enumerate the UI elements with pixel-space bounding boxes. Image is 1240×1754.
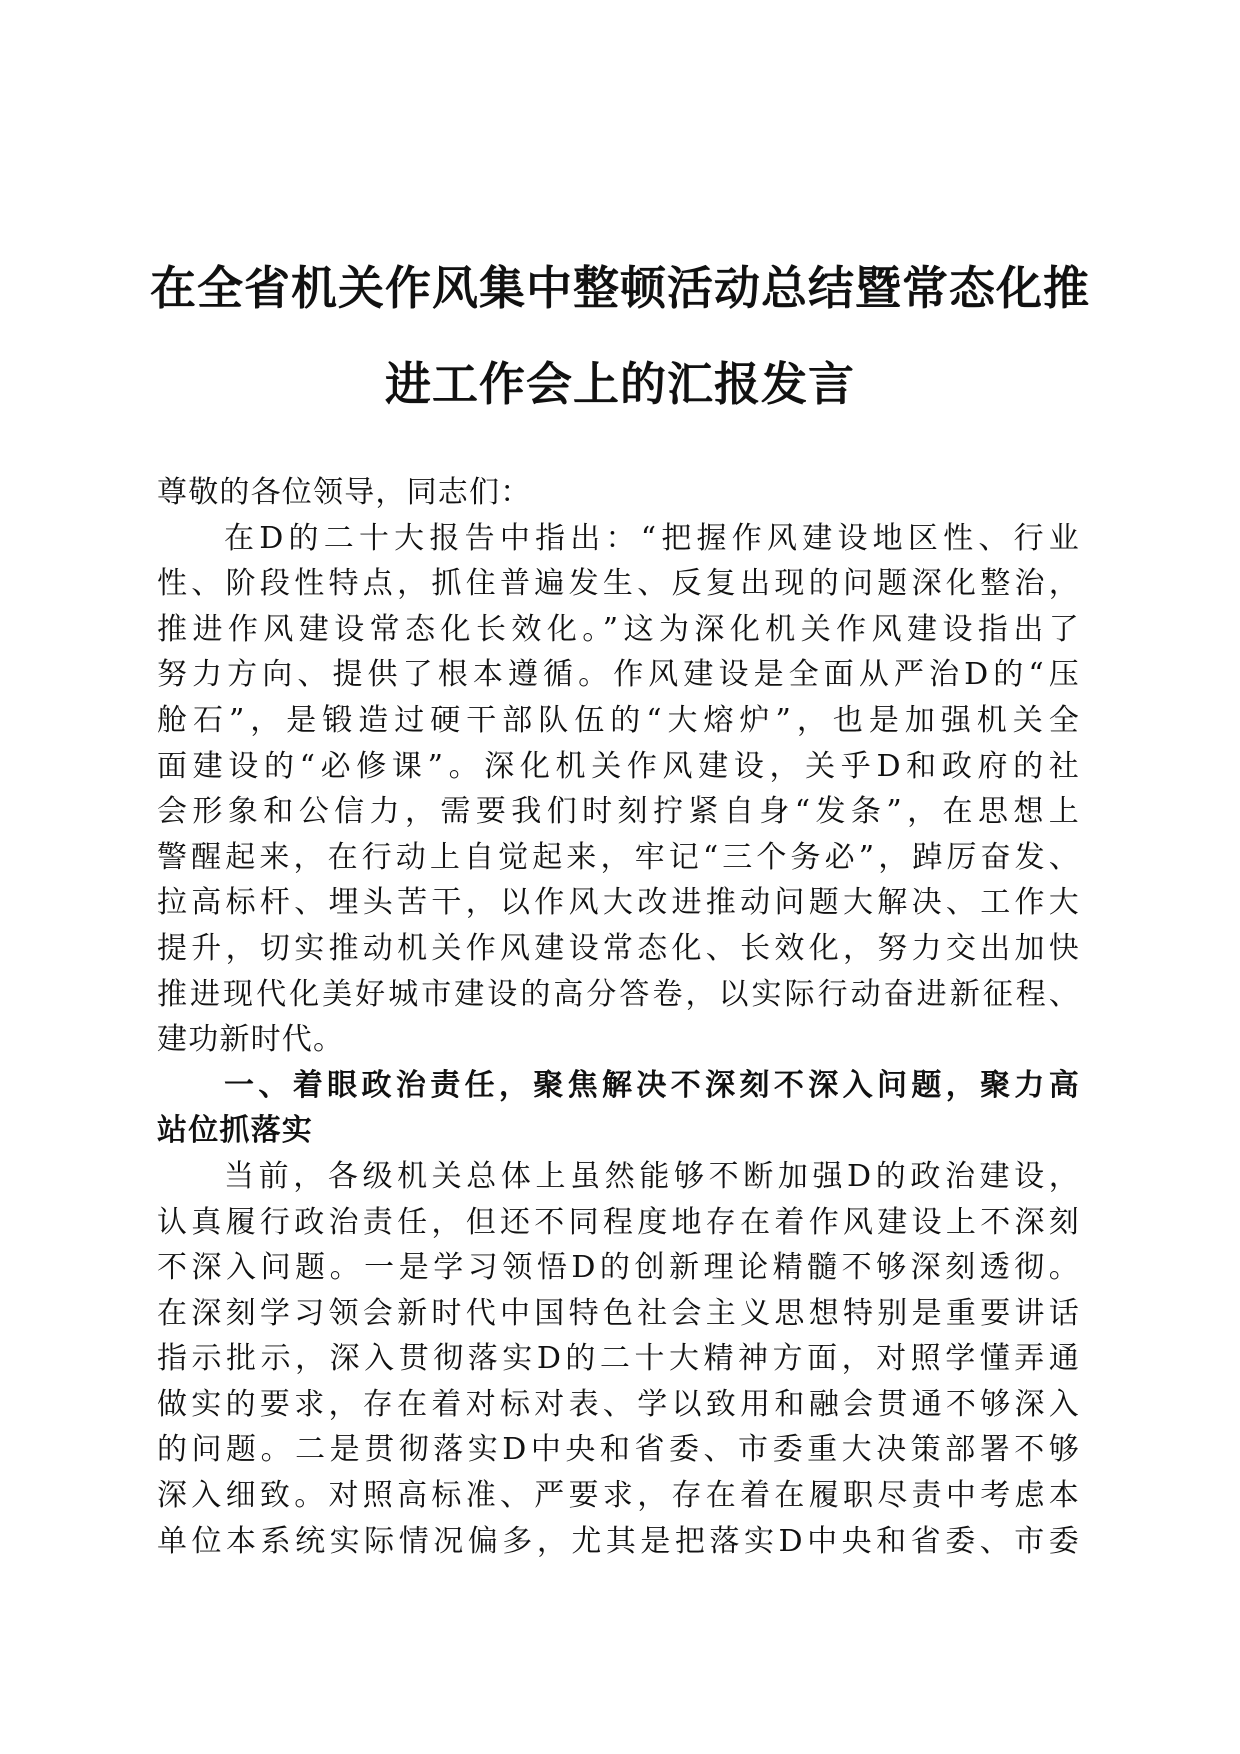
document-title (150, 240, 1090, 432)
salutation: 尊敬的各位领导，同志们： (157, 475, 532, 510)
paragraph-2-line: 深入细致。对照高标准、严要求，存在着在履职尽责中考虑本 (157, 1478, 1080, 1514)
title-line-2: 进工作会上的汇报发言 (385, 357, 855, 411)
section-heading-1: 一、着眼政治责任，聚焦解决不深刻不深入问题，聚力高 (224, 1067, 1080, 1103)
paragraph-1-line: 推进作风建设常态化长效化。”这为深化机关作风建设指出了 (157, 611, 1080, 647)
paragraph-2-line: 不深入问题。一是学习领悟D的创新理论精髓不够深刻透彻。 (157, 1250, 1080, 1286)
paragraph-1-line: 推进现代化美好城市建设的高分答卷，以实际行动奋进新征程、 (157, 976, 1080, 1012)
paragraph-1-line: 努力方向、提供了根本遵循。作风建设是全面从严治D的“压 (157, 657, 1080, 693)
paragraph-1-line: 舱石”，是锻造过硬干部队伍的“大熔炉”，也是加强机关全 (157, 702, 1080, 738)
paragraph-2-line: 做实的要求，存在着对标对表、学以致用和融会贯通不够深入 (157, 1386, 1080, 1422)
title-line-1: 在全省机关作风集中整顿活动总结暨常态化推 (150, 261, 1090, 315)
paragraph-2-line: 当前，各级机关总体上虽然能够不断加强D的政治建设， (224, 1158, 1080, 1194)
paragraph-1-line: 在D的二十大报告中指出：“把握作风建设地区性、行业 (224, 520, 1080, 556)
paragraph-1-line: 会形象和公信力，需要我们时刻拧紧自身“发条”，在思想上 (157, 794, 1080, 830)
paragraph-2-line: 单位本系统实际情况偏多，尤其是把落实D中央和省委、市委 (157, 1523, 1080, 1559)
paragraph-2-line: 指示批示，深入贯彻落实D的二十大精神方面，对照学懂弄通 (157, 1341, 1080, 1377)
paragraph-1-line: 建功新时代。 (157, 1022, 345, 1058)
paragraph-1-line: 提升，切实推动机关作风建设常态化、长效化，努力交出加快 (157, 930, 1080, 966)
paragraph-1-line: 警醒起来，在行动上自觉起来，牢记“三个务必”，踔厉奋发、 (157, 839, 1080, 875)
paragraph-2-line: 的问题。二是贯彻落实D中央和省委、市委重大决策部署不够 (157, 1432, 1080, 1468)
document-body (157, 470, 1080, 1564)
paragraph-2-line: 在深刻学习领会新时代中国特色社会主义思想特别是重要讲话 (157, 1295, 1080, 1331)
paragraph-2-line: 认真履行政治责任，但还不同程度地存在着作风建设上不深刻 (157, 1204, 1080, 1240)
paragraph-1-line: 性、阶段性特点，抓住普遍发生、反复出现的问题深化整治， (157, 566, 1080, 602)
paragraph-1-line: 面建设的“必修课”。深化机关作风建设，关乎D和政府的社 (157, 748, 1080, 784)
section-heading-1-cont: 站位抓落实 (157, 1113, 313, 1149)
paragraph-1-line: 拉高标杆、埋头苦干，以作风大改进推动问题大解决、工作大 (157, 885, 1080, 921)
